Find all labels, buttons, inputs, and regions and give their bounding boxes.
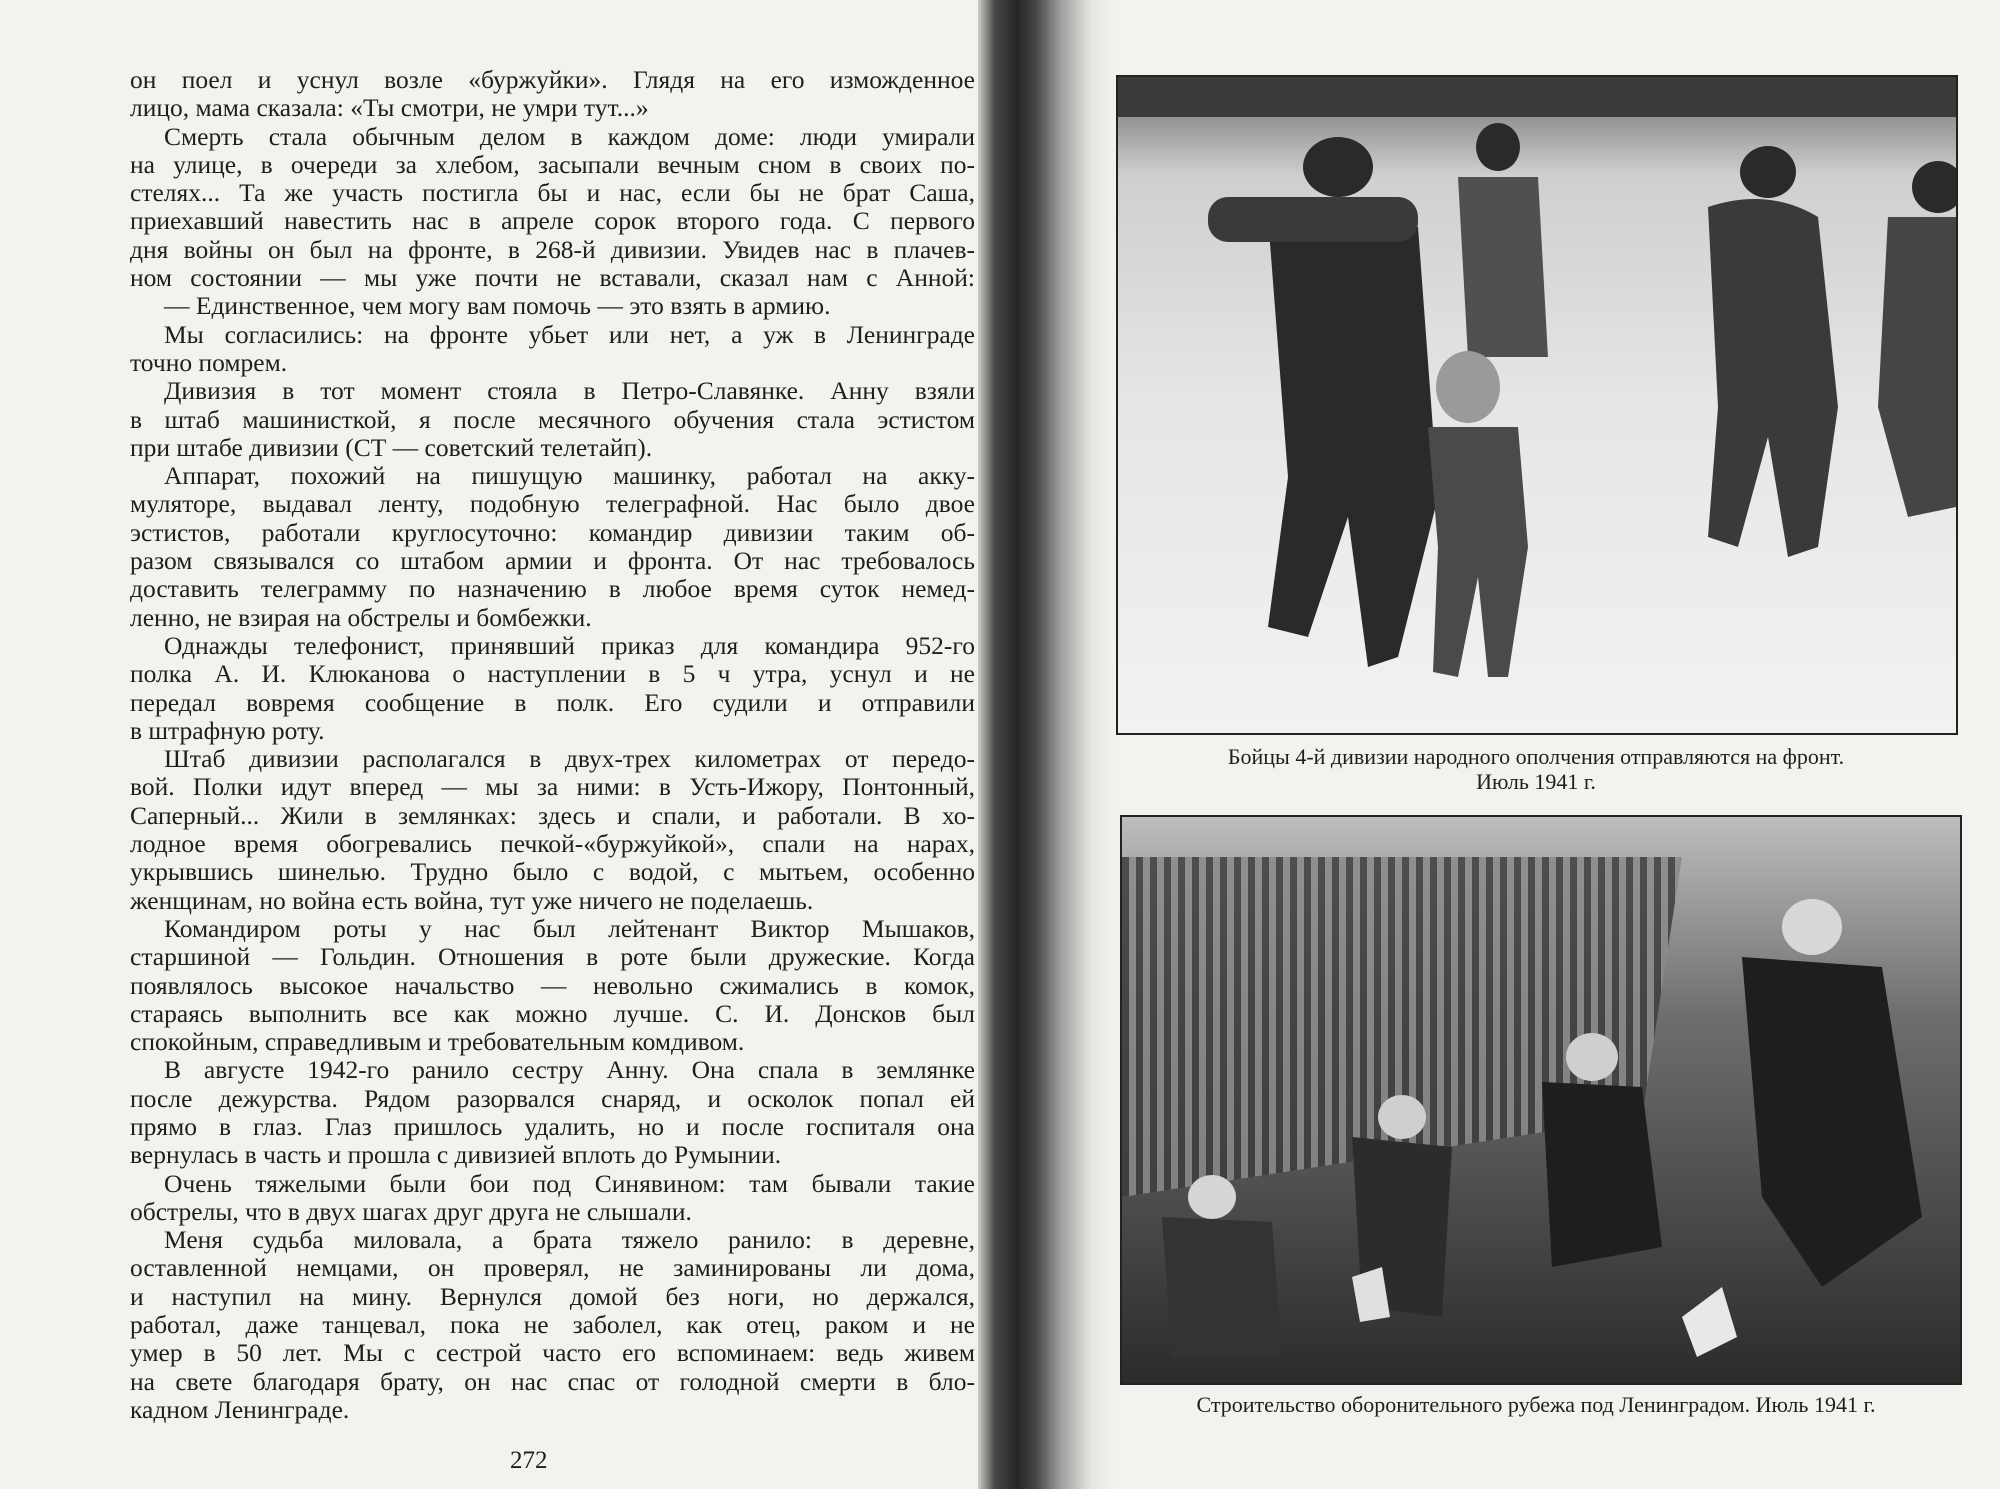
text-line: ном состоянии — мы уже почти не вставали, сказал нам с Анной: xyxy=(130,264,975,293)
text-line: ленно, не взирая на обстрелы и бомбежки. xyxy=(130,603,592,632)
text-line: укрывшись шинелью. Трудно было с водой, с мытьем, особенно xyxy=(130,858,975,887)
text-line: на свете благодаря брату, он нас спас от голодной смерти в бло- xyxy=(130,1367,975,1396)
text-line: передал вовремя сообщение в полк. Его судили и отправили xyxy=(130,688,975,717)
photo2-caption: Строительство оборонительного рубежа под Ленинградом. Июль 1941 г. xyxy=(1196,1392,1876,1417)
text-line: умер в 50 лет. Мы с сестрой часто его вспоминаем: ведь живем xyxy=(130,1339,975,1368)
text-line: Очень тяжелыми были бои под Синявином: там бывали такие xyxy=(164,1169,975,1198)
text-line: Командиром роты у нас был лейтенант Виктор Мышаков, xyxy=(164,914,975,943)
text-line: Дивизия в тот момент стояла в Петро-Славянке. Анну взяли xyxy=(164,377,975,406)
photo1-caption-line1: Бойцы 4-й дивизии народного ополчения отправляются на фронт. xyxy=(1227,744,1845,769)
text-line: стараясь выполнить все как можно лучше. С. И. Донсков был xyxy=(130,999,975,1028)
text-line: доставить телеграмму по назначению в любое время суток немед- xyxy=(130,575,975,604)
text-line: после дежурства. Рядом разорвался снаряд, и осколок попал ей xyxy=(130,1084,975,1113)
book-gutter-shadow xyxy=(978,0,1116,1489)
text-line: обстрелы, что в двух шагах друг друга не слышали. xyxy=(130,1197,692,1226)
text-line: работал, даже танцевал, пока не заболел, как отец, раком и не xyxy=(130,1311,975,1340)
text-line: лицо, мама сказала: «Ты смотри, не умри тут...» xyxy=(130,94,649,123)
text-line: спокойным, справедливым и требовательным комдивом. xyxy=(130,1028,745,1057)
left-page-text xyxy=(130,66,975,1424)
text-line: Аппарат, похожий на пишущую машинку, работал на акку- xyxy=(164,462,975,491)
text-line: полка А. И. Клюканова о наступлении в 5 ч утра, уснул и не xyxy=(130,660,975,689)
text-line: вой. Полки идут вперед — мы за ними: в Усть-Ижору, Понтонный, xyxy=(130,773,975,802)
text-line: кадном Ленинграде. xyxy=(130,1395,350,1424)
text-line: старшиной — Гольдин. Отношения в роте были дружеские. Когда xyxy=(130,943,975,972)
text-line: в штрафную роту. xyxy=(130,716,325,745)
text-line: Однажды телефонист, принявший приказ для командира 952-го xyxy=(164,631,975,660)
text-line: прямо в глаз. Глаз пришлось удалить, но и после госпиталя она xyxy=(130,1112,975,1141)
text-line: Саперный... Жили в землянках: здесь и спали, и работали. В хо- xyxy=(130,801,975,830)
photo1-caption-line2: Июль 1941 г. xyxy=(1476,769,1596,794)
text-line: женщинам, но война есть война, тут уже ничего не поделаешь. xyxy=(130,886,814,915)
text-line: Штаб дивизии располагался в двух-трех километрах от передо- xyxy=(164,745,975,774)
text-line: — Единственное, чем могу вам помочь — это взять в армию. xyxy=(164,292,831,321)
photo-defense-construction xyxy=(1120,815,1962,1385)
text-line: и наступил на мину. Вернулся домой без ноги, но держался, xyxy=(130,1282,975,1311)
text-line: на улице, в очереди за хлебом, засыпали вечным сном в своих по- xyxy=(130,150,975,179)
text-line: разом связывался со штабом армии и фронта. От нас требовалось xyxy=(130,547,975,576)
text-line: Мы согласились: на фронте убьет или нет, а уж в Ленинграде xyxy=(164,320,975,349)
text-line: Меня судьба миловала, а брата тяжело ранило: в деревне, xyxy=(164,1226,975,1255)
text-line: при штабе дивизии (СТ — советский телетайп). xyxy=(130,433,653,462)
text-line: муляторе, выдавал ленту, подобную телеграфной. Нас было двое xyxy=(130,490,975,519)
text-line: эстистов, работали круглосуточно: командир дивизии таким об- xyxy=(130,518,975,547)
text-line: В августе 1942-го ранило сестру Анну. Она спала в землянке xyxy=(164,1056,975,1085)
text-line: в штаб машинисткой, я после месячного обучения стала эстистом xyxy=(130,405,975,434)
text-line: лодное время обогревались печкой-«буржуйкой», спали на нарах, xyxy=(130,830,975,859)
text-line: дня войны он был на фронте, в 268-й дивизии. Увидев нас в плачев- xyxy=(130,235,975,264)
text-line: точно помрем. xyxy=(130,348,288,377)
page-number: 272 xyxy=(510,1447,548,1474)
text-line: стелях... Та же участь постигла бы и нас, если бы не брат Саша, xyxy=(130,179,975,208)
text-line: приехавший навестить нас в апреле сорок второго года. С первого xyxy=(130,207,975,236)
photo-militia-marching xyxy=(1116,75,1958,735)
text-line: он поел и уснул возле «буржуйки». Глядя на его изможденное xyxy=(130,66,975,94)
text-line: оставленной немцами, он проверял, не заминированы ли дома, xyxy=(130,1254,975,1283)
text-line: Смерть стала обычным делом в каждом доме: люди умирали xyxy=(164,122,975,151)
text-line: появлялось высокое начальство — невольно сжимались в комок, xyxy=(130,971,975,1000)
photo1-caption xyxy=(1116,744,1956,794)
text-line: вернулась в часть и прошла с дивизией вплоть до Румынии. xyxy=(130,1141,782,1170)
